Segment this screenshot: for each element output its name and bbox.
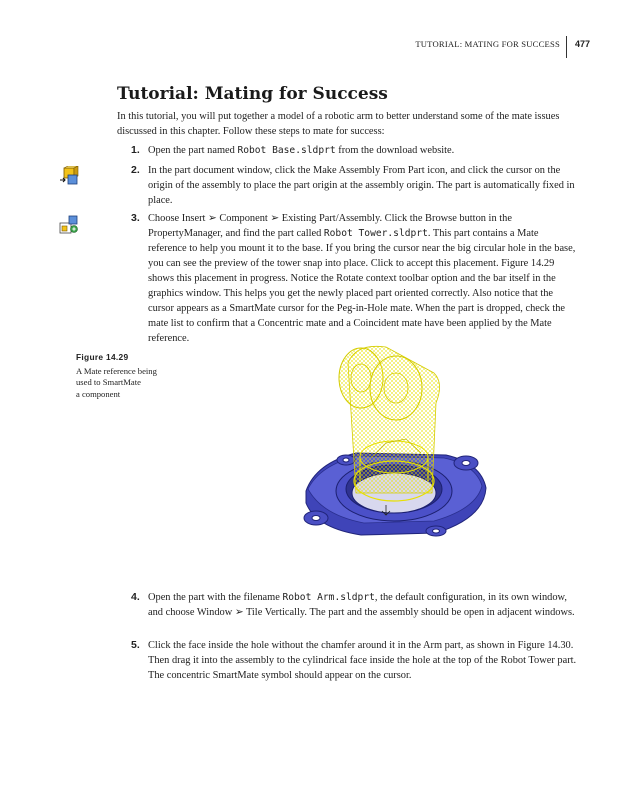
intro-paragraph: In this tutorial, you will put together a model of a robotic arm to better understand some of the mate issues discussed in this chapter. Follow these steps to mate for success: [117, 111, 560, 137]
figure-robot-base-with-tower-preview [286, 343, 506, 553]
filename-code: Robot Arm.sldprt [282, 592, 375, 603]
step-1 [117, 143, 577, 158]
insert-component-icon [58, 214, 80, 236]
caption-line: used to SmartMate [76, 377, 141, 387]
step-text-run: , the default configuration, in its own window, and choose Window ➢ Tile Vertically. The part and the assembly should be open in adjacent windows. [148, 592, 575, 618]
step-4 [117, 590, 577, 620]
step-text-run: Click the face inside the hole without the chamfer around it in the Arm part, as shown in Figure 14.30. Then drag it into the assembly to the cylindrical face inside the hole at the top of the Robot Tower part. The concentric SmartMate symbol should appear on the cursor. [148, 640, 577, 681]
step-text [148, 163, 577, 208]
running-title: TUTORIAL: MATING FOR SUCCESS [415, 39, 560, 49]
step-text [148, 143, 577, 158]
step-text-run: . This part contains a Mate reference to help you mount it to the base. If you bring the cursor near the big circular hole in the base, you can see the preview of the tower snap into place. Click to accept this placement. Figure 14.29 shows this placement in progress. Notice the Rotate context toolbar option and the bar itself in the graphics window. This helps you get the newly placed part oriented correctly. Also notice that the cursor appears as a SmartMate cursor for the Peg-in-Hole mate. When the part is dropped, check the mate list to confirm that a Concentric mate and a Coincident mate have been applied by the Mate reference. [148, 228, 576, 344]
make-assembly-from-part-icon [58, 166, 80, 188]
running-header [415, 36, 590, 58]
step-2 [117, 163, 577, 208]
step-3 [117, 211, 577, 346]
step-text-run: Open the part named [148, 145, 238, 156]
step-number: 5. [131, 639, 140, 651]
step-text-run: from the download website. [335, 145, 455, 156]
figure-caption [76, 352, 186, 400]
section-title: Tutorial: Mating for Success [117, 84, 388, 104]
step-text [148, 590, 577, 620]
step-text-run: Choose Insert ➢ Component ➢ Existing Part/Assembly. Click the Browse button in the PropertyManager, and find the part called [148, 213, 512, 239]
page-number: 477 [574, 39, 590, 49]
header-divider [566, 36, 567, 58]
caption-line: A Mate reference being [76, 365, 157, 376]
caption-line: a component [76, 388, 121, 399]
step-text [148, 211, 577, 346]
step-number: 2. [131, 164, 140, 176]
step-text-run: In the part document window, click the Make Assembly From Part icon, and click the cursor on the origin of the assembly to place the part origin at the assembly origin. The part is automatically fixed in place. [148, 165, 575, 206]
step-number: 1. [131, 144, 140, 156]
step-text [148, 638, 577, 683]
step-number: 3. [131, 212, 140, 224]
filename-code: Robot Tower.sldprt [323, 228, 428, 239]
step-5 [117, 638, 577, 683]
step-number: 4. [131, 591, 140, 603]
filename-code: Robot Base.sldprt [237, 145, 336, 156]
figure-label: Figure 14.29 [76, 352, 129, 362]
step-text-run: Open the part with the filename [148, 592, 283, 603]
